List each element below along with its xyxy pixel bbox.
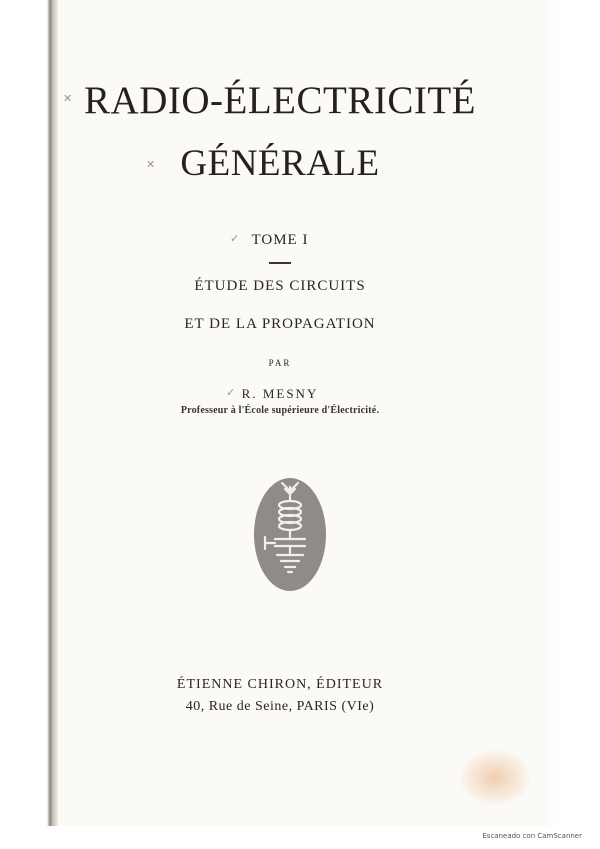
radio-antenna-coil-emblem-icon xyxy=(253,477,327,592)
pencil-tick-mark: ✓ xyxy=(230,232,240,245)
publisher-name: ÉTIENNE CHIRON, ÉDITEUR xyxy=(176,677,384,692)
author-affiliation: Professeur à l'École supérieure d'Électricité. xyxy=(180,405,380,416)
by-label: PAR xyxy=(268,358,292,368)
paper-stain xyxy=(460,750,530,805)
pencil-tick-mark: ✕ xyxy=(146,158,156,171)
book-title-line-2: GÉNÉRALE xyxy=(180,143,380,184)
pencil-tick-mark: ✓ xyxy=(226,386,236,399)
divider-dash xyxy=(269,262,291,264)
subtitle-line-2: ET DE LA PROPAGATION xyxy=(184,316,376,332)
subtitle-line-1: ÉTUDE DES CIRCUITS xyxy=(194,278,366,294)
scanner-watermark-note: Escaneado con CamScanner xyxy=(482,832,582,840)
author-name: R. MESNY xyxy=(241,386,319,401)
page-binding-edge xyxy=(0,0,58,826)
pencil-tick-mark: ✕ xyxy=(63,92,73,105)
volume-label: TOME I xyxy=(251,232,309,248)
page-right-margin xyxy=(545,0,600,826)
book-title-line-1: RADIO-ÉLECTRICITÉ xyxy=(84,79,476,122)
publisher-address: 40, Rue de Seine, PARIS (VIe) xyxy=(185,699,375,714)
